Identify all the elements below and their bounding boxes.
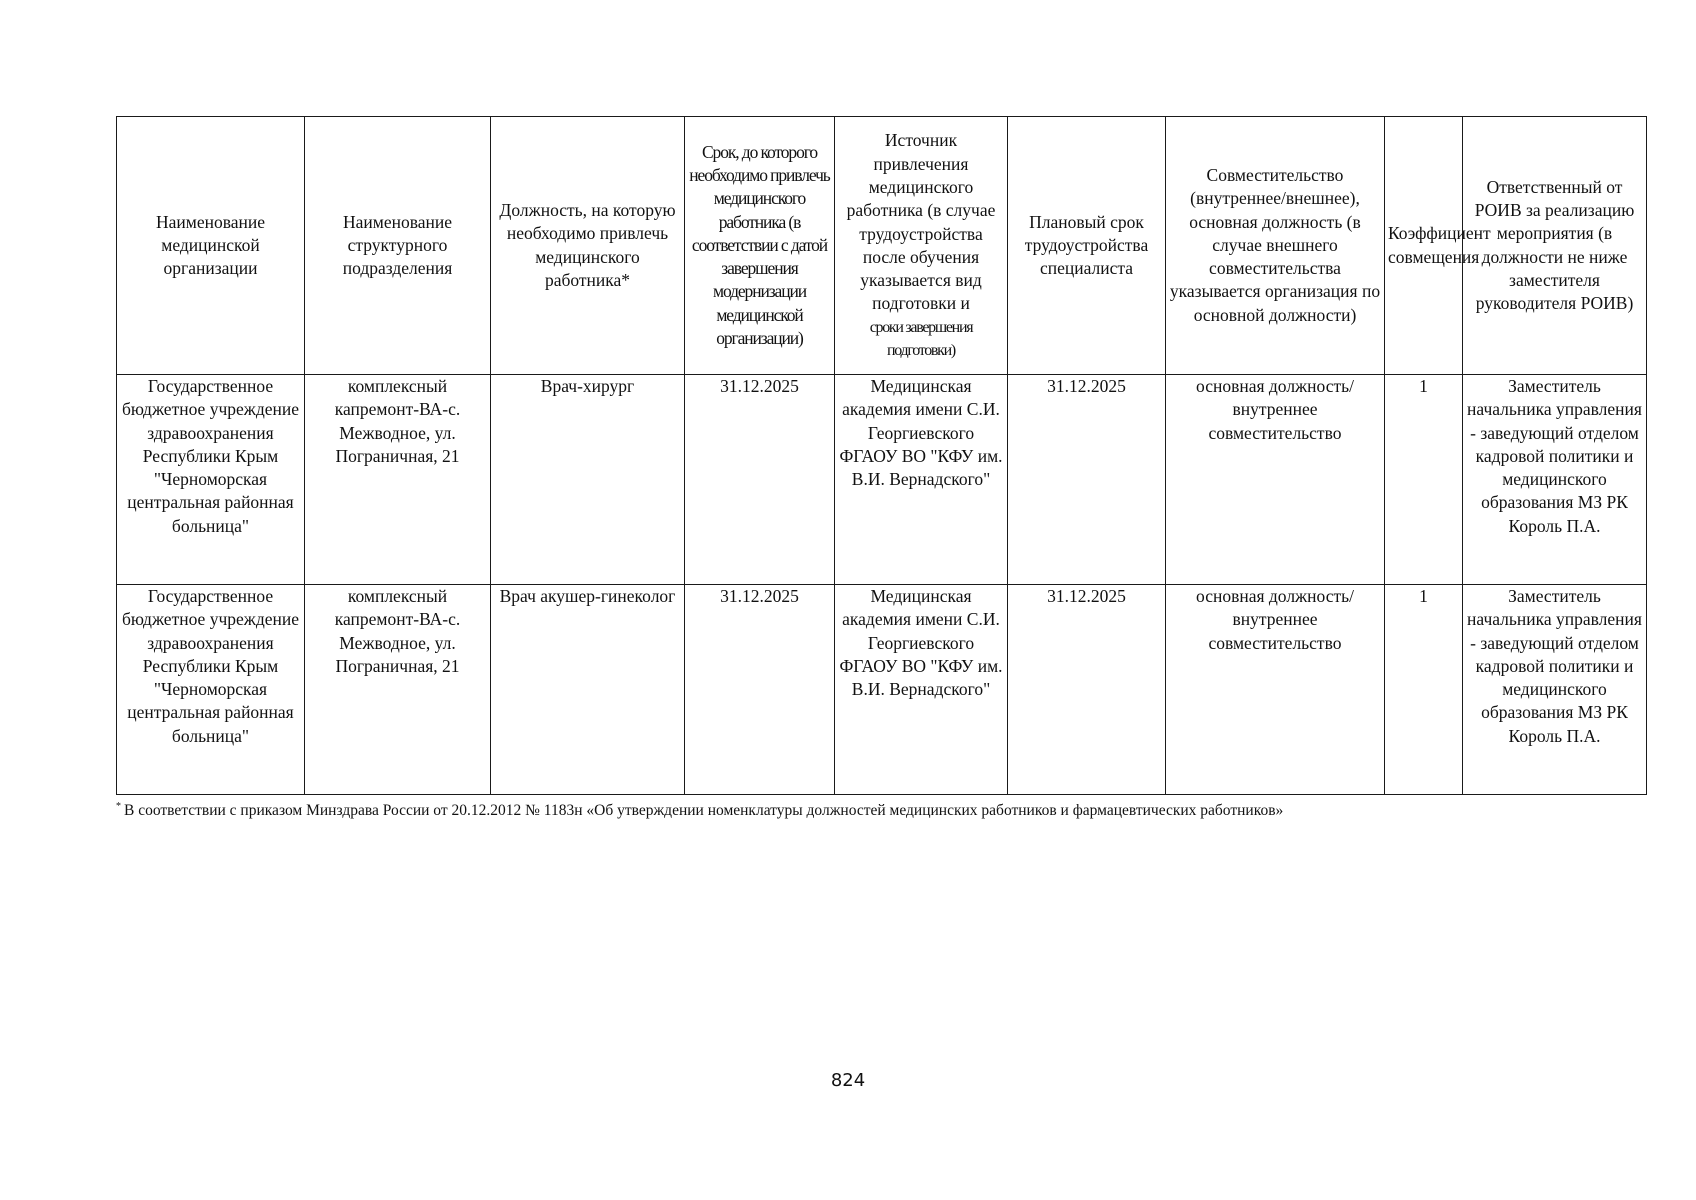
cell-planned-date: 31.12.2025 — [1008, 375, 1166, 585]
cell-source: Медицинская академия имени С.И. Георгиевского ФГАОУ ВО "КФУ им. В.И. Вернадского" — [835, 375, 1008, 585]
cell-planned-date: 31.12.2025 — [1008, 585, 1166, 795]
staffing-table — [116, 116, 1647, 795]
header-combination: Совместительство (внутреннее/внешнее), основная должность (в случае внешнего совместительства указывается организация по основной должности) — [1166, 117, 1385, 375]
header-subdivision: Наименование структурного подразделения — [305, 117, 491, 375]
cell-deadline: 31.12.2025 — [685, 585, 835, 795]
cell-subdivision: комплексный капремонт-ВА-с. Межводное, ул. Пограничная, 21 — [305, 585, 491, 795]
cell-coefficient: 1 — [1385, 585, 1463, 795]
cell-deadline: 31.12.2025 — [685, 375, 835, 585]
cell-subdivision: комплексный капремонт-ВА-с. Межводное, ул. Пограничная, 21 — [305, 375, 491, 585]
table-row — [117, 585, 1647, 795]
cell-position: Врач-хирург — [491, 375, 685, 585]
header-source-condensed: сроки завершения подготовки) — [869, 318, 973, 359]
header-coefficient: Коэффициент совмещения — [1385, 117, 1463, 375]
header-position: Должность, на которую необходимо привлечь медицинского работника* — [491, 117, 685, 375]
cell-source: Медицинская академия имени С.И. Георгиевского ФГАОУ ВО "КФУ им. В.И. Вернадского" — [835, 585, 1008, 795]
table-row — [117, 375, 1647, 585]
header-source-text: Источник привлечения медицинского работника (в случае трудоустройства после обучения указывается вид подготовки и — [846, 130, 996, 314]
cell-responsible: Заместитель начальника управления - заведующий отделом кадровой политики и медицинского образования МЗ РК Король П.А. — [1463, 585, 1647, 795]
header-source — [835, 117, 1008, 375]
header-planned-date: Плановый срок трудоустройства специалиста — [1008, 117, 1166, 375]
footnote-text: В соответствии с приказом Минздрава России от 20.12.2012 № 1183н «Об утверждении номенклатуры должностей медицинских работников и фармацевтических работников» — [124, 802, 1284, 819]
header-organization: Наименование медицинской организации — [117, 117, 305, 375]
page-number: 824 — [830, 1070, 866, 1091]
footnote-marker: * — [116, 801, 121, 812]
footnote — [116, 797, 1676, 821]
table-header-row — [117, 117, 1647, 375]
cell-organization: Государственное бюджетное учреждение здравоохранения Республики Крым "Черноморская центральная районная больница" — [117, 375, 305, 585]
cell-responsible: Заместитель начальника управления - заведующий отделом кадровой политики и медицинского образования МЗ РК Король П.А. — [1463, 375, 1647, 585]
header-responsible: Ответственный от РОИВ за реализацию мероприятия (в должности не ниже заместителя руководителя РОИВ) — [1463, 117, 1647, 375]
cell-coefficient: 1 — [1385, 375, 1463, 585]
cell-organization: Государственное бюджетное учреждение здравоохранения Республики Крым "Черноморская центральная районная больница" — [117, 585, 305, 795]
cell-position: Врач акушер-гинеколог — [491, 585, 685, 795]
header-deadline: Срок, до которого необходимо привлечь медицинского работника (в соответствии с датой завершения модернизации медицинской организации) — [685, 117, 835, 375]
cell-combination: основная должность/ внутреннее совместительство — [1166, 585, 1385, 795]
cell-combination: основная должность/ внутреннее совместительство — [1166, 375, 1385, 585]
